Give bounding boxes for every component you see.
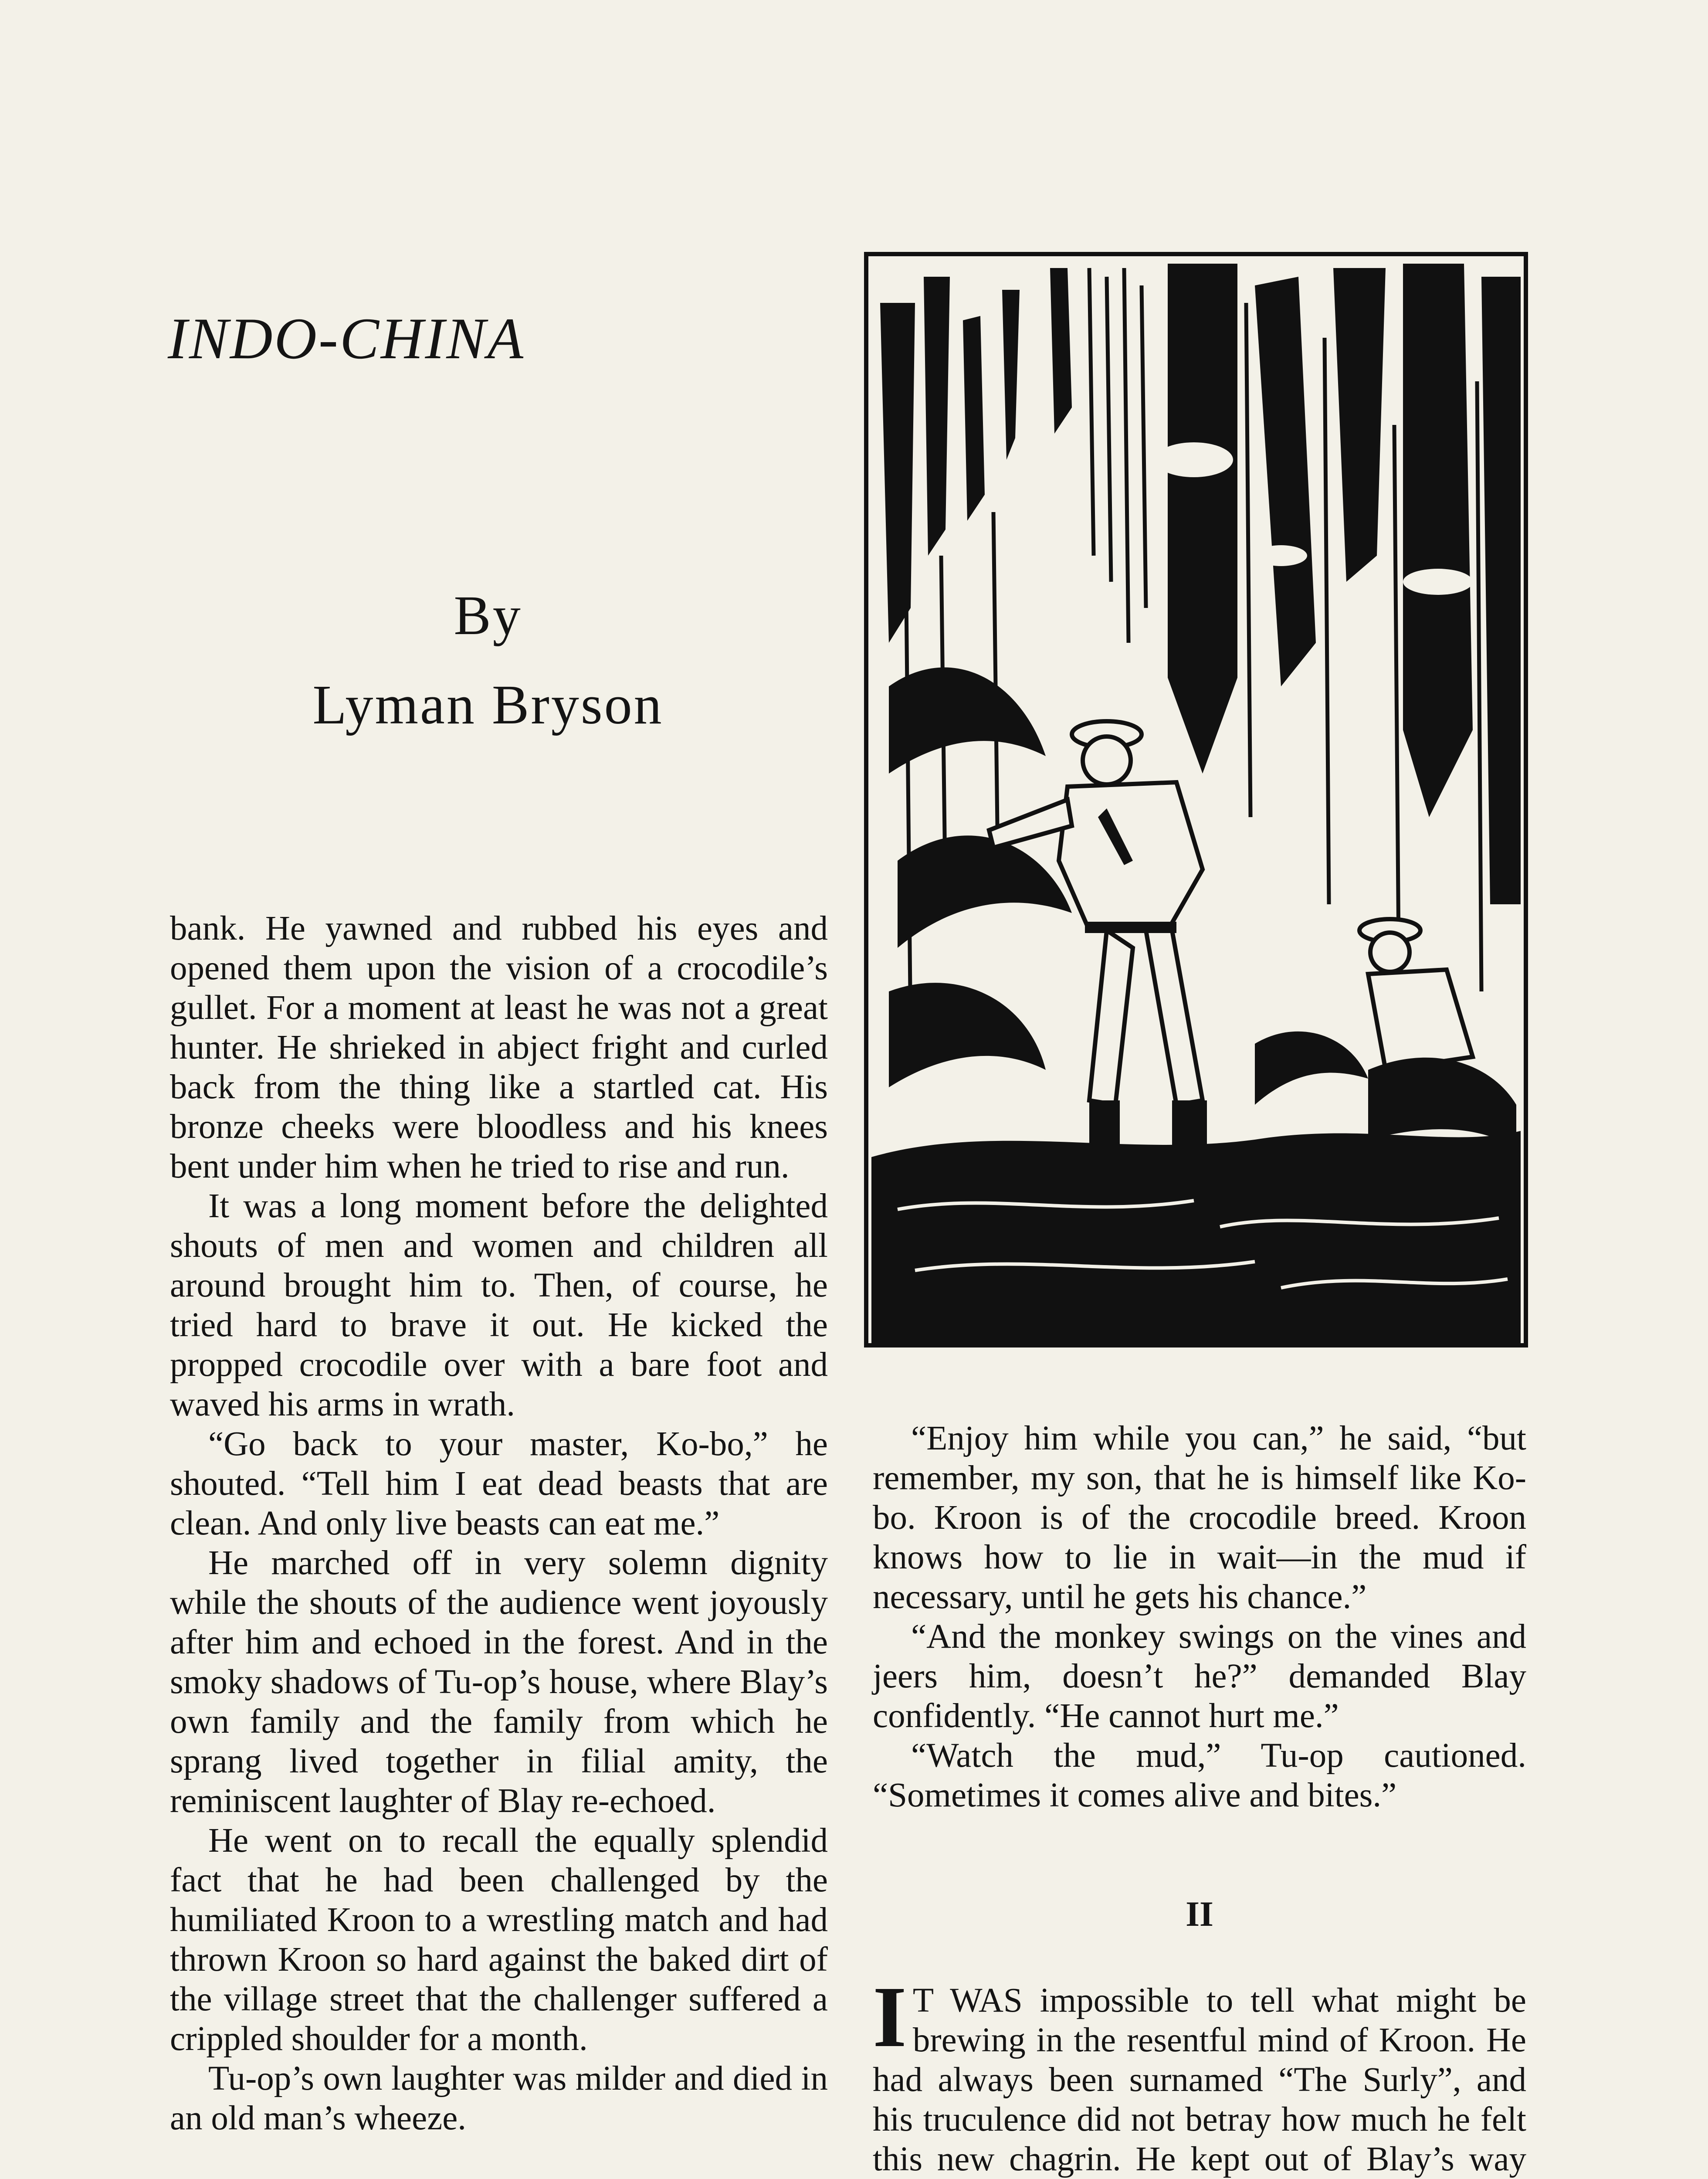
byline (170, 571, 806, 750)
paragraph-9: “Watch the mud,” Tu-op cautioned. “Sometimes it comes alive and bites.” (873, 1737, 1526, 1814)
paragraph-3: “Go back to your master, Ko-bo,” he shouted. “Tell him I eat dead beasts that are clean. And only live beasts can eat me.” (170, 1425, 828, 1542)
paragraph-5: He went on to recall the equally splendid fact that he had been challenged by the humiliated Kroon to a wrestling match and had thrown Kroon so hard against the baked dirt of the village street that the challenger suffered a crippled shoulder for a month. (170, 1822, 828, 2058)
paragraph-7: “Enjoy him while you can,” he said, “but remember, my son, that he is himself like Ko-bo. Kroon is of the crocodile breed. Kroon knows how to lie in wait—in the mud if necessary, until he gets his chance.” (873, 1419, 1526, 1616)
byline-author: Lyman Bryson (312, 674, 664, 736)
right-column (873, 1419, 1526, 1815)
paragraph-2: It was a long moment before the delighted shouts of men and women and children all around brought him to. Then, of course, he tried hard to brave it out. He kicked the propped crocodile over with a bare foot and waved his arms in wrath. (170, 1187, 828, 1423)
section-number: II (1186, 1894, 1213, 1934)
paragraph-6: Tu-op’s own laughter was milder and died in an old man’s wheeze. (170, 2060, 828, 2137)
drop-cap: I (873, 1969, 907, 2065)
paragraph-8: “And the monkey swings on the vines and jeers him, doesn’t he?” demanded Blay confidently. “He cannot hurt me.” (873, 1618, 1526, 1735)
byline-by: By (454, 584, 522, 646)
section-two-opening (873, 1969, 1526, 2179)
jungle-engraving-image (863, 251, 1529, 1349)
paragraph-1: bank. He yawned and rubbed his eyes and opened them upon the vision of a crocodile’s gullet. For a moment at least he was not a great hunter. He shrieked in abject fright and curled back from the thing like a startled cat. His bronze cheeks were bloodless and his knees bent under him when he tried to rise and run. (170, 910, 828, 1185)
section-two-text: T WAS impossible to tell what might be brewing in the resentful mind of Kroon. He had always been surnamed “The Surly”, and his truculence did not betray how much he felt this new chagrin. He kept out of Blay’s way (873, 1982, 1526, 2178)
left-column (170, 909, 828, 2138)
article-title: INDO-CHINA (168, 306, 525, 371)
paragraph-4: He marched off in very solemn dignity while the shouts of the audience went joyously after him and echoed in the forest. And in the smoky shadows of Tu-op’s house, where Blay’s own family and the family from which he sprang lived together in filial amity, the reminiscent laughter of Blay re-echoed. (170, 1544, 828, 1820)
jungle-illustration (863, 251, 1529, 1349)
